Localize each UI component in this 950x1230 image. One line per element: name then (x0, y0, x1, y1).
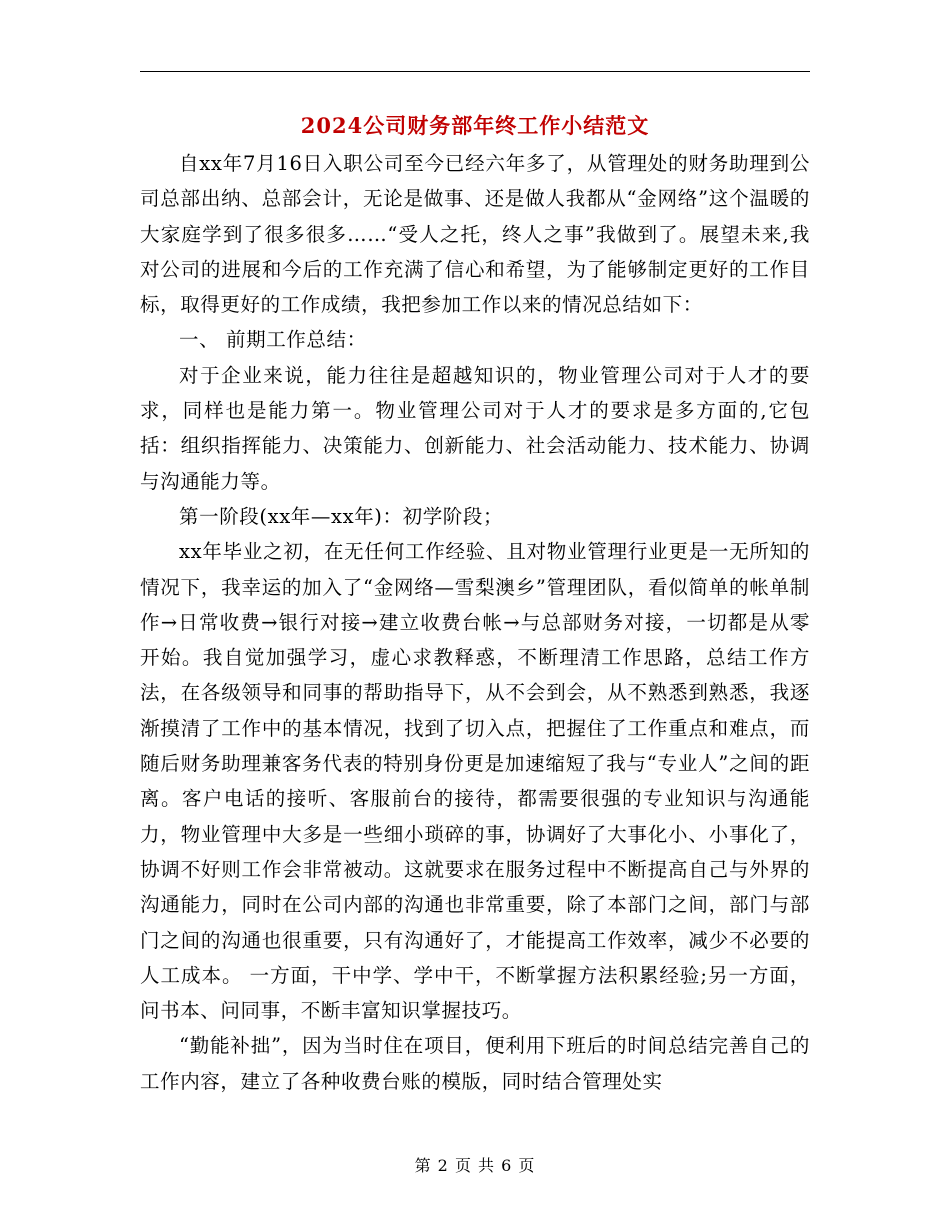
document-body (140, 146, 810, 1099)
document-title: 2024公司财务部年终工作小结范文 (300, 113, 650, 138)
header-rule (140, 71, 810, 72)
section-heading: 一、 前期工作总结： (179, 328, 367, 352)
page-footer: 第 2 页 共 6 页 (414, 1156, 536, 1175)
paragraph-ability: 对于企业来说，能力往往是超越知识的，物业管理公司对于人才的要求，同样也是能力第一。物业管理公司对于人才的要求是多方面的,它包括：组织指挥能力、决策能力、创新能力、社会活动能力、技术能力、协调与沟通能力等。 (140, 363, 810, 493)
paragraph-diligence: “勤能补拙”，因为当时住在项目，便利用下班后的时间总结完善自己的工作内容，建立了各种收费台账的模版，同时结合管理处实 (140, 1034, 810, 1093)
paragraph-stage-one: xx年毕业之初，在无任何工作经验、且对物业管理行业更是一无所知的情况下，我幸运的加入了“金网络—雪梨澳乡”管理团队，看似简单的帐单制作→日常收费→银行对接→建立收费台帐→与总部财务对接，一切都是从零开始。我自觉加强学习，虚心求教释惑，不断理清工作思路，总结工作方法，在各级领导和同事的帮助指导下，从不会到会，从不熟悉到熟悉，我逐渐摸清了工作中的基本情况，找到了切入点，把握住了工作重点和难点，而随后财务助理兼客务代表的特别身份更是加速缩短了我与“专业人”之间的距离。客户电话的接听、客服前台的接待，都需要很强的专业知识与沟通能力，物业管理中大多是一些细小琐碎的事，协调好了大事化小、小事化了，协调不好则工作会非常被动。这就要求在服务过程中不断提高自己与外界的沟通能力，同时在公司内部的沟通也非常重要，除了本部门之间，部门与部门之间的沟通也很重要，只有沟通好了，才能提高工作效率，减少不必要的人工成本。 一方面，干中学、学中干，不断掌握方法积累经验;另一方面，问书本、问同事，不断丰富知识掌握技巧。 (140, 540, 810, 1023)
stage-heading: 第一阶段(xx年—xx年)：初学阶段； (179, 504, 504, 528)
paragraph-intro: 自xx年7月16日入职公司至今已经六年多了，从管理处的财务助理到公司总部出纳、总部会计，无论是做事、还是做人我都从“金网络”这个温暖的大家庭学到了很多很多……“受人之托，终人之事”我做到了。展望未来,我对公司的进展和今后的工作充满了信心和希望，为了能够制定更好的工作目标，取得更好的工作成绩，我把参加工作以来的情况总结如下： (140, 152, 810, 317)
